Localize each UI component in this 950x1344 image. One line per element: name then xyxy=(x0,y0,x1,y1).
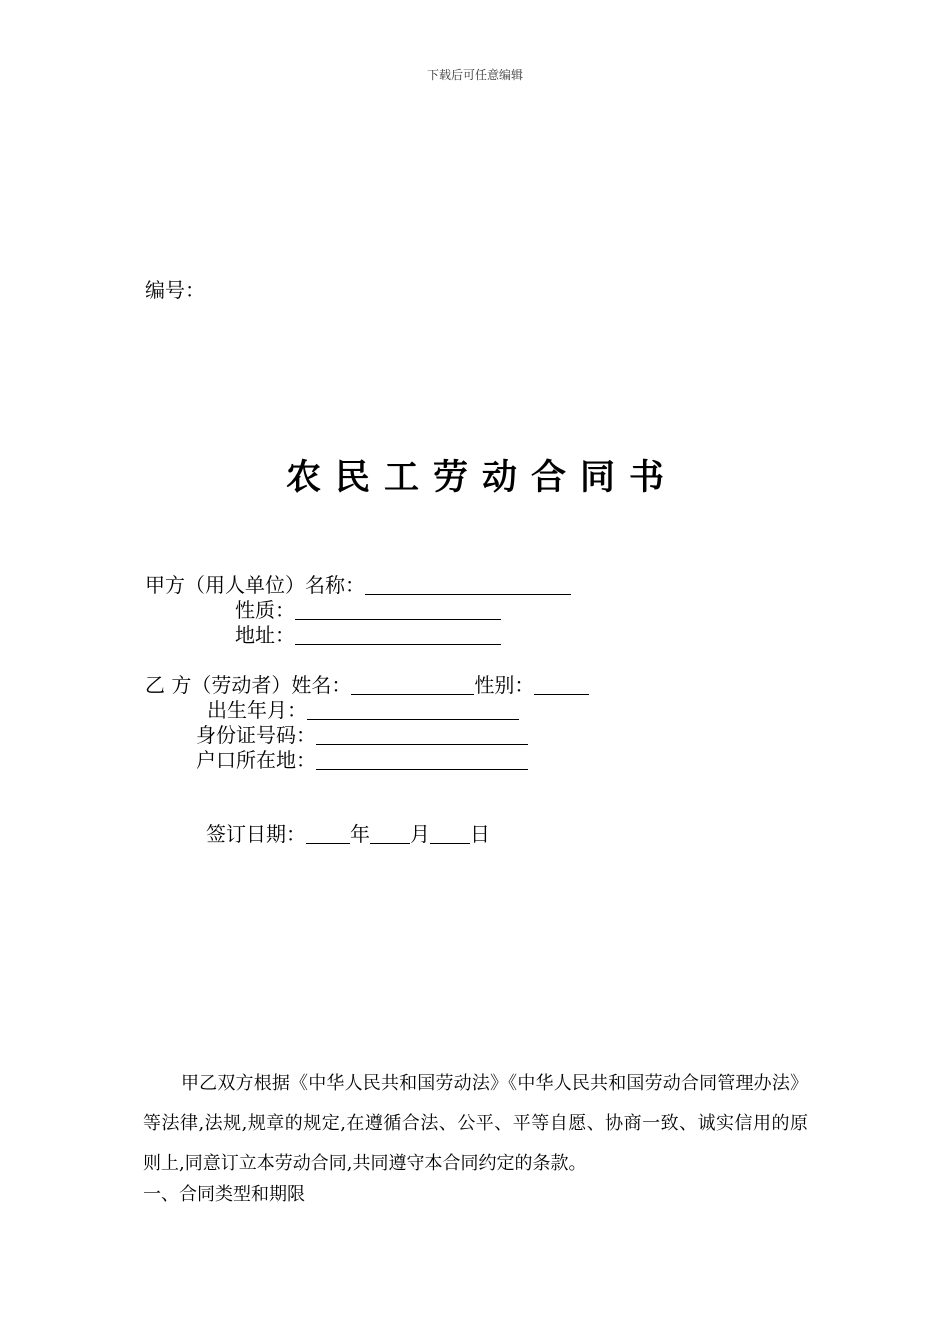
sign-month-blank[interactable] xyxy=(370,823,410,844)
sign-day-label: 日 xyxy=(470,822,490,846)
party-b-id-row xyxy=(196,723,528,747)
party-b-name-blank[interactable] xyxy=(351,674,474,695)
party-a-address-blank[interactable] xyxy=(295,624,501,645)
party-a-nature-blank[interactable] xyxy=(295,599,501,620)
party-b-name-row xyxy=(145,673,589,697)
party-a-address-label: 地址： xyxy=(235,623,295,647)
party-a-nature-label: 性质： xyxy=(235,598,295,622)
sign-year-blank[interactable] xyxy=(306,823,350,844)
party-b-id-label: 身份证号码： xyxy=(196,723,316,747)
sign-date-row xyxy=(206,822,490,846)
party-b-birth-row xyxy=(207,698,519,722)
sign-year-label: 年 xyxy=(350,822,370,846)
intro-paragraph: 甲乙双方根据《中华人民共和国劳动法》《中华人民共和国劳动合同管理办法》等法律,法规,规章的规定,在遵循合法、公平、平等自愿、协商一致、诚实信用的原则上,同意订立本劳动合同,共同遵守本合同约定的条款。 xyxy=(143,1073,808,1174)
party-a-address-row xyxy=(235,623,501,647)
sign-date-label: 签订日期： xyxy=(206,822,306,846)
party-a-nature-row xyxy=(235,598,501,622)
party-b-id-blank[interactable] xyxy=(316,724,528,745)
header-note: 下载后可任意编辑 xyxy=(426,68,523,82)
section-1-heading: 一、合同类型和期限 xyxy=(143,1184,305,1205)
party-b-birth-blank[interactable] xyxy=(307,699,519,720)
party-b-hukou-blank[interactable] xyxy=(316,749,528,770)
party-b-gender-blank[interactable] xyxy=(534,674,589,695)
party-b-birth-label: 出生年月： xyxy=(207,698,307,722)
party-a-name-label: 甲方（用人单位）名称： xyxy=(145,573,365,597)
document-title: 农民工劳动合同书 xyxy=(285,457,678,498)
party-a-name-row xyxy=(145,573,571,597)
serial-number-label: 编号： xyxy=(145,278,205,302)
party-b-hukou-label: 户口所在地： xyxy=(196,748,316,772)
sign-month-label: 月 xyxy=(410,822,430,846)
party-b-hukou-row xyxy=(196,748,528,772)
party-b-gender-label: 性别： xyxy=(474,673,535,697)
sign-day-blank[interactable] xyxy=(430,823,470,844)
party-b-name-label: 乙 方（劳动者）姓名： xyxy=(145,673,352,697)
party-a-name-blank[interactable] xyxy=(365,574,571,595)
